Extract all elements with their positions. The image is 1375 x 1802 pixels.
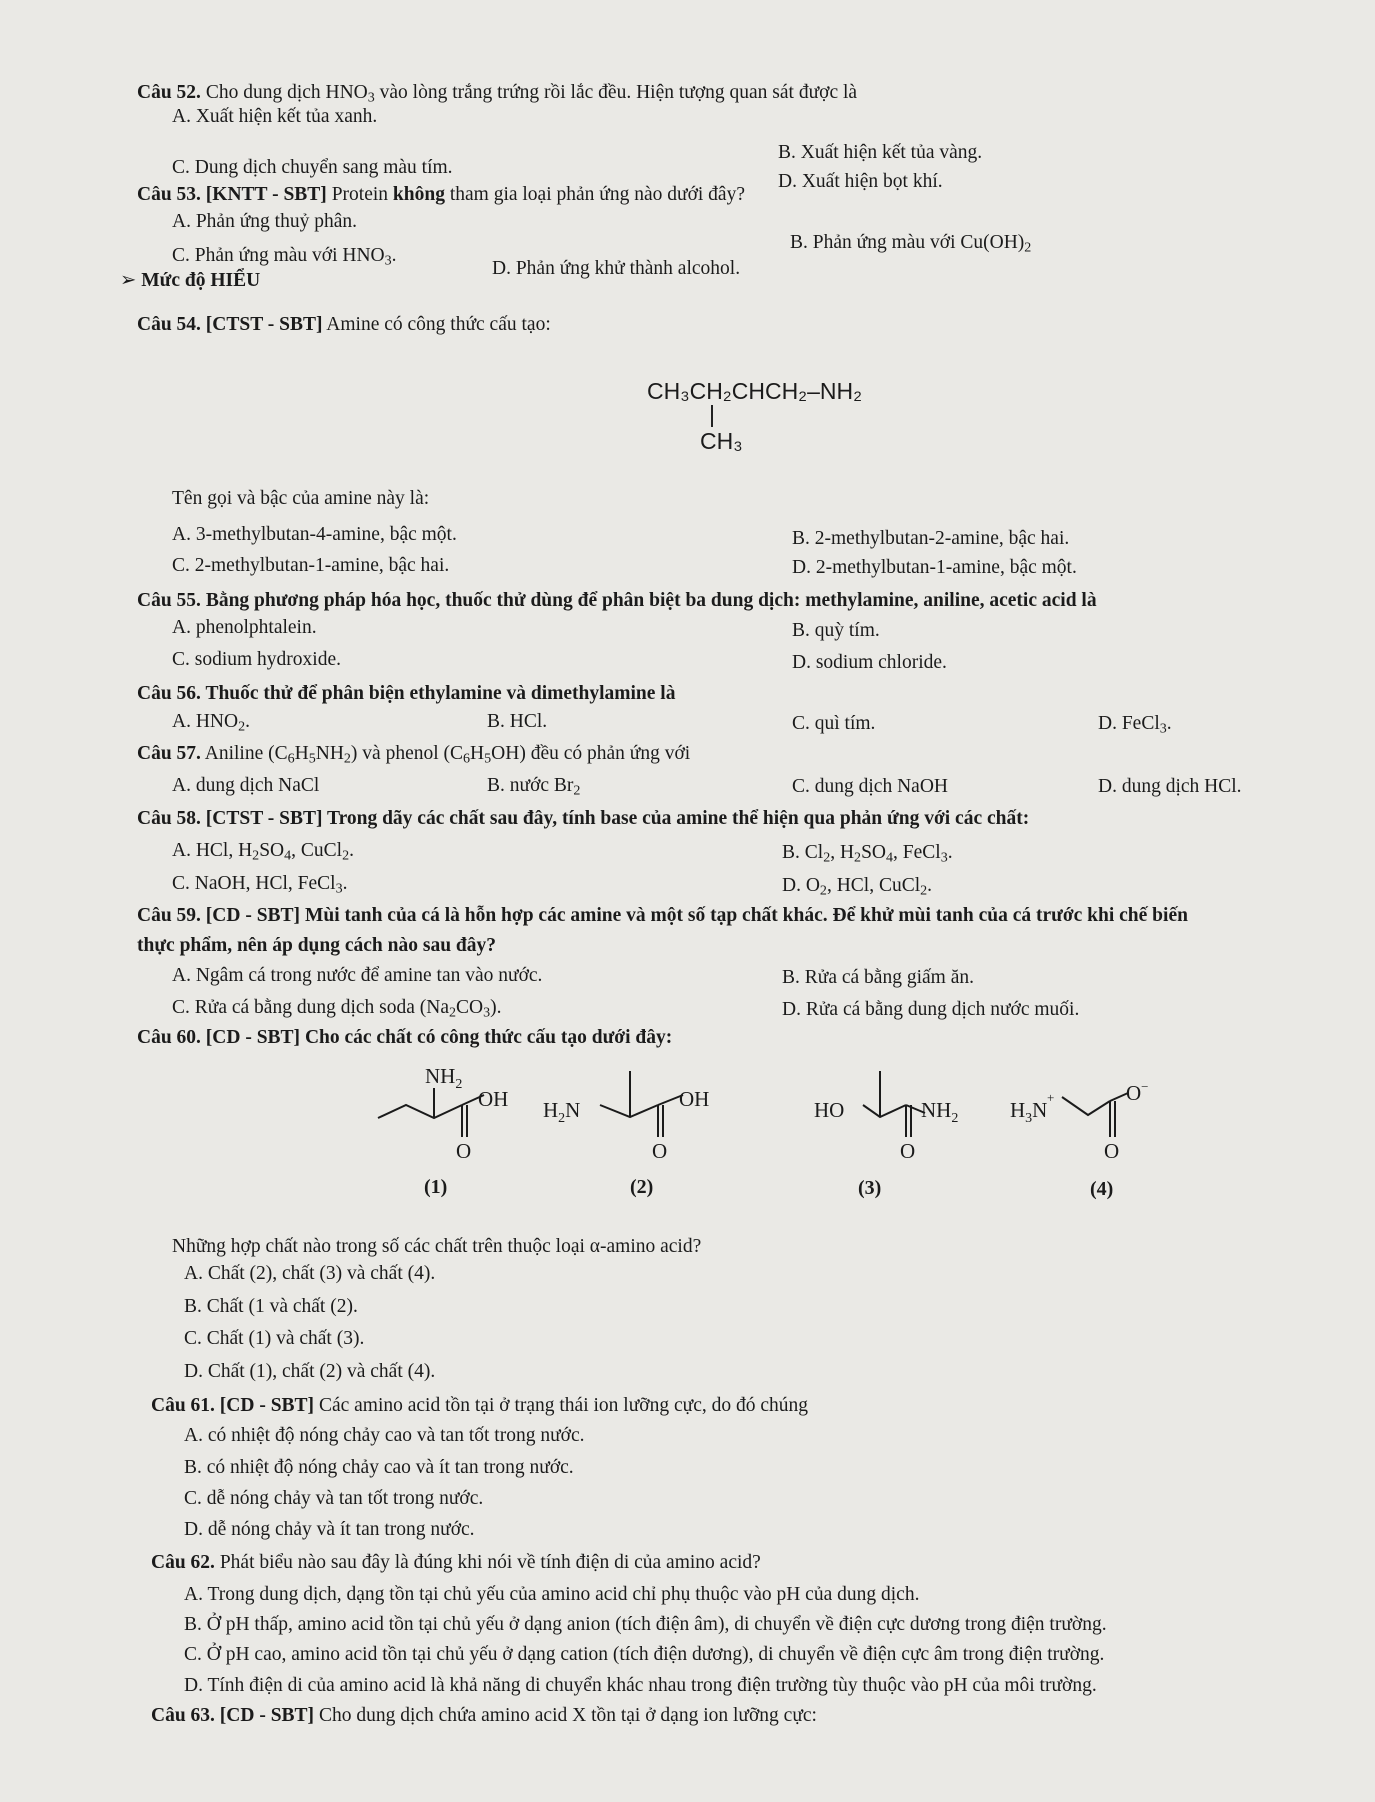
q58-option-b[interactable]: B. $Cl_2$, $H_2SO_4$, FeCl$_3$. — [782, 842, 953, 866]
q53-stem: Câu 53. [KNTT - SBT] Protein không tham gia loại phản ứng nào dưới đây? — [137, 184, 745, 205]
q60-label-3: (3) — [858, 1177, 882, 1199]
q57-option-d[interactable]: D. dung dịch HCl. — [1098, 776, 1242, 797]
q59-title: Câu 59. [CD - SBT] — [137, 905, 301, 926]
q54-stem: Câu 54. [CTST - SBT] Amine có công thức cấu tạo: — [137, 314, 551, 335]
q59-option-a[interactable]: A. Ngâm cá trong nước để amine tan vào nước. — [172, 965, 543, 986]
q57-stem: Câu 57. Aniline $(C_6H_5NH_2)$ và phenol $(C_6H_5OH)$ đều có phản ứng với — [137, 743, 691, 767]
q60-label-2: (2) — [630, 1176, 654, 1198]
q62-option-c[interactable]: C. Ở pH cao, amino acid tồn tại chủ yếu ở dạng cation (tích điện dương), di chuyển về điện cực âm trong điện trường. — [184, 1644, 1105, 1665]
q58-stem: Câu 58. [CTST - SBT] Trong dãy các chất sau đây, tính base của amine thể hiện qua phản ứng với các chất: — [137, 808, 1030, 829]
q53-option-c[interactable]: C. Phản ứng màu với $HNO_3$. — [172, 245, 397, 269]
q62-title: Câu 62. — [151, 1552, 215, 1573]
s4-h3n: $H_3N$ — [1010, 1098, 1048, 1126]
q59-stem-line2: thực phẩm, nên áp dụng cách nào sau đây? — [137, 935, 497, 956]
q60-option-a[interactable]: A. Chất (2), chất (3) và chất (4). — [184, 1263, 436, 1284]
q56-option-b[interactable]: B. HCl. — [487, 711, 548, 732]
q60-option-b[interactable]: B. Chất (1 và chất (2). — [184, 1296, 358, 1317]
s3-ho: HO — [814, 1098, 845, 1122]
level-heading: ➢ Mức độ HIỂU — [120, 270, 261, 291]
structure-2 — [600, 1071, 683, 1137]
q53-title: Câu 53. [KNTT - SBT] — [137, 184, 327, 205]
q54-option-c[interactable]: C. 2-methylbutan-1-amine, bậc hai. — [172, 555, 450, 576]
q61-title: Câu 61. [CD - SBT] — [151, 1395, 315, 1416]
q57-option-a[interactable]: A. dung dịch NaCl — [172, 775, 320, 796]
q56-option-d[interactable]: D. FeCl$_3$. — [1098, 713, 1172, 737]
s1-oh: OH — [478, 1087, 509, 1111]
q62-option-b[interactable]: B. Ở pH thấp, amino acid tồn tại chủ yếu ở dạng anion (tích điện âm), di chuyển về điện cực dương trong điện trường. — [184, 1614, 1107, 1635]
q63-stem: Câu 63. [CD - SBT] Cho dung dịch chứa amino acid X tồn tại ở dạng ion lưỡng cực: — [151, 1705, 817, 1726]
q62-stem: Câu 62. Phát biểu nào sau đây là đúng khi nói về tính điện di của amino acid? — [151, 1552, 761, 1573]
q60-prompt: Những hợp chất nào trong số các chất trên thuộc loại α-amino acid? — [172, 1236, 702, 1257]
q52-option-d[interactable]: D. Xuất hiện bọt khí. — [778, 171, 943, 192]
s3-o: O — [900, 1139, 916, 1163]
q52-stem: Câu 52. Cho dung dịch $HNO_3$ vào lòng trắng trứng rồi lắc đều. Hiện tượng quan sát được là — [137, 82, 858, 106]
s2-o: O — [652, 1139, 668, 1163]
s1-nh2: $NH_2$ — [425, 1064, 463, 1092]
q53-option-d[interactable]: D. Phản ứng khử thành alcohol. — [492, 258, 741, 279]
q52-option-c[interactable]: C. Dung dịch chuyển sang màu tím. — [172, 157, 453, 178]
q56-option-c[interactable]: C. quì tím. — [792, 713, 876, 734]
s4-o: O — [1104, 1139, 1120, 1163]
q54-formula-bond — [711, 405, 713, 427]
q53-option-a[interactable]: A. Phản ứng thuỷ phân. — [172, 211, 357, 232]
q54-option-a[interactable]: A. 3-methylbutan-4-amine, bậc một. — [172, 524, 457, 545]
q59-option-d[interactable]: D. Rửa cá bằng dung dịch nước muối. — [782, 999, 1080, 1020]
q58-option-a[interactable]: A. HCl, $H_2SO_4$, CuCl$_2$. — [172, 840, 354, 864]
q60-option-d[interactable]: D. Chất (1), chất (2) và chất (4). — [184, 1361, 436, 1382]
q54-title: Câu 54. [CTST - SBT] — [137, 314, 323, 335]
q62-option-a[interactable]: A. Trong dung dịch, dạng tồn tại chủ yếu của amino acid chỉ phụ thuộc vào pH của dung dịch. — [184, 1584, 920, 1605]
q57-title: Câu 57. — [137, 743, 201, 764]
q60-option-c[interactable]: C. Chất (1) và chất (3). — [184, 1328, 365, 1349]
s4-plus: + — [1047, 1090, 1055, 1105]
structure-3 — [863, 1071, 925, 1137]
q60-stem: Câu 60. [CD - SBT] Cho các chất có công thức cấu tạo dưới đây: — [137, 1027, 673, 1048]
q56-stem: Câu 56. Thuốc thử để phân biện ethylamine và dimethylamine là — [137, 683, 676, 704]
q58-option-d[interactable]: D. $O_2$, HCl, CuCl$_2$. — [782, 875, 933, 899]
q52-option-a[interactable]: A. Xuất hiện kết tủa xanh. — [172, 106, 378, 127]
s2-oh: OH — [679, 1087, 710, 1111]
q59-option-c[interactable]: C. Rửa cá bằng dung dịch soda $(Na_2CO_3)$. — [172, 997, 502, 1021]
q61-stem: Câu 61. [CD - SBT] Các amino acid tồn tại ở trạng thái ion lưỡng cực, do đó chúng — [151, 1395, 808, 1416]
s1-o: O — [456, 1139, 472, 1163]
q54-option-d[interactable]: D. 2-methylbutan-1-amine, bậc một. — [792, 557, 1077, 578]
q55-stem: Câu 55. Bằng phương pháp hóa học, thuốc thử dùng để phân biệt ba dung dịch: methylamine, aniline, acetic acid là — [137, 590, 1097, 611]
q60-title: Câu 60. [CD - SBT] — [137, 1027, 301, 1048]
q53-option-b[interactable]: B. Phản ứng màu với $Cu(OH)_2$ — [790, 232, 1032, 256]
q52-option-b[interactable]: B. Xuất hiện kết tủa vàng. — [778, 142, 983, 163]
structure-4 — [1062, 1093, 1128, 1137]
q55-option-a[interactable]: A. phenolphtalein. — [172, 617, 317, 638]
q63-title: Câu 63. [CD - SBT] — [151, 1705, 315, 1726]
q58-option-c[interactable]: C. NaOH, HCl, FeCl$_3$. — [172, 873, 348, 897]
q55-option-d[interactable]: D. sodium chloride. — [792, 652, 947, 673]
s3-nh2: $NH_2$ — [921, 1098, 959, 1126]
level-marker-icon: ➢ — [120, 270, 137, 291]
q54-formula-branch: CH₃ — [700, 428, 743, 454]
q62-option-d[interactable]: D. Tính điện di của amino acid là khả năng di chuyển khác nhau trong điện trường tùy thuộc vào pH của môi trường. — [184, 1675, 1097, 1696]
q58-title: Câu 58. [CTST - SBT] — [137, 808, 323, 829]
q55-title: Câu 55. — [137, 590, 201, 611]
q61-option-b[interactable]: B. có nhiệt độ nóng chảy cao và ít tan trong nước. — [184, 1457, 574, 1478]
q60-label-4: (4) — [1090, 1178, 1114, 1200]
q55-option-b[interactable]: B. quỳ tím. — [792, 620, 880, 641]
s4-ominus: O− — [1126, 1079, 1149, 1105]
q54-option-b[interactable]: B. 2-methylbutan-2-amine, bậc hai. — [792, 528, 1070, 549]
q61-option-a[interactable]: A. có nhiệt độ nóng chảy cao và tan tốt trong nước. — [184, 1425, 585, 1446]
q59-stem-line1: Câu 59. [CD - SBT] Mùi tanh của cá là hỗn hợp các amine và một số tạp chất khác. Để khử mùi tanh của cá trước khi chế biến — [137, 905, 1188, 926]
q54-formula-main: CH₃CH₂CHCH₂–NH₂ — [647, 378, 863, 404]
q59-option-b[interactable]: B. Rửa cá bằng giấm ăn. — [782, 967, 974, 988]
q54-prompt: Tên gọi và bậc của amine này là: — [172, 488, 430, 509]
structure-1 — [378, 1088, 484, 1137]
q60-label-1: (1) — [424, 1176, 448, 1198]
q60-structures — [0, 1055, 1375, 1205]
q56-title: Câu 56. — [137, 683, 201, 704]
q61-option-d[interactable]: D. dễ nóng chảy và ít tan trong nước. — [184, 1519, 475, 1540]
q57-option-b[interactable]: B. nước $Br_2$ — [487, 775, 581, 799]
q56-option-a[interactable]: A. $HNO_2$. — [172, 711, 250, 735]
q55-option-c[interactable]: C. sodium hydroxide. — [172, 649, 341, 670]
s2-h2n: $H_2N$ — [543, 1098, 581, 1126]
q61-option-c[interactable]: C. dễ nóng chảy và tan tốt trong nước. — [184, 1488, 484, 1509]
q52-title: Câu 52. — [137, 82, 201, 103]
q57-option-c[interactable]: C. dung dịch NaOH — [792, 776, 948, 797]
